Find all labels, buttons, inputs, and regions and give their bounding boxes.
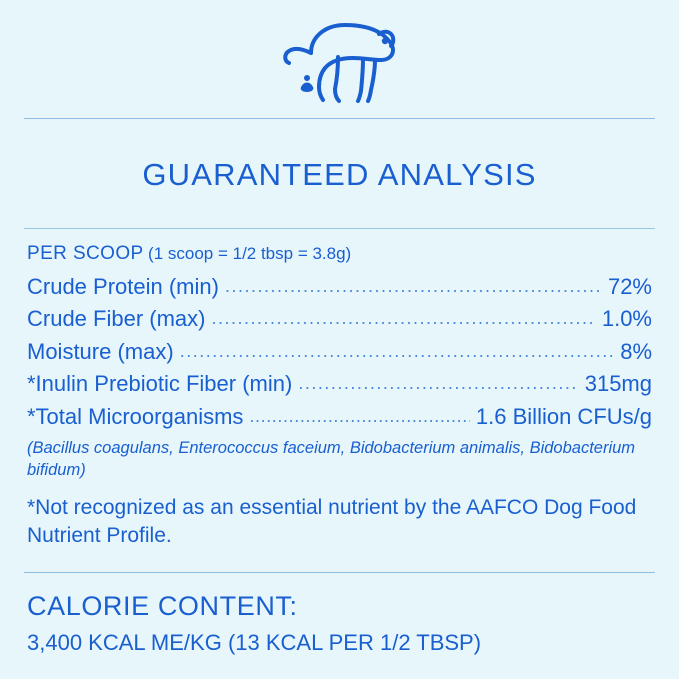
page-title: GUARANTEED ANALYSIS (142, 156, 537, 192)
nutrient-name: *Total Microorganisms (27, 403, 244, 429)
nutrient-name: Crude Protein (min) (27, 273, 219, 299)
nutrient-value: 315mg (584, 371, 652, 397)
analysis-row (27, 401, 652, 434)
brand-logo (24, 0, 655, 118)
leader-dots (180, 338, 615, 365)
nutrient-value: 1.0% (601, 306, 652, 332)
divider-top (24, 118, 655, 119)
analysis-row (27, 303, 652, 336)
leader-dots (211, 305, 595, 332)
analysis-rows (24, 269, 655, 434)
per-scoop-detail: (1 scoop = 1/2 tbsp = 3.8g) (148, 243, 352, 263)
nutrient-name: *Inulin Prebiotic Fiber (min) (27, 371, 293, 397)
leader-dots (225, 273, 602, 300)
nutrient-name: Crude Fiber (max) (27, 306, 206, 332)
analysis-row (27, 271, 652, 304)
leader-dots (298, 370, 578, 397)
analysis-row (27, 336, 652, 369)
nutrient-value: 8% (620, 338, 652, 364)
nutrient-name: Moisture (max) (27, 338, 174, 364)
calorie-content-title: CALORIE CONTENT: (27, 590, 298, 621)
nutrient-value: 1.6 Billion CFUs/g (475, 403, 652, 429)
leader-dots (249, 403, 470, 430)
dog-pooping-icon (275, 13, 405, 105)
per-scoop-label: PER SCOOP (27, 242, 144, 264)
organisms-note: (Bacillus coagulans, Enterococcus faceium, Bidobacterium animalis, Bidobacterium bifidum) (27, 439, 636, 480)
aafco-footnote: *Not recognized as an essential nutrient by the AAFCO Dog Food Nutrient Profile. (27, 495, 637, 547)
analysis-row (27, 368, 652, 401)
nutrient-value: 72% (607, 273, 652, 299)
spacer (24, 550, 655, 572)
calorie-content-value: 3,400 KCAL ME/KG (13 KCAL PER 1/2 TBSP) (27, 629, 482, 655)
per-scoop-line (24, 229, 655, 269)
